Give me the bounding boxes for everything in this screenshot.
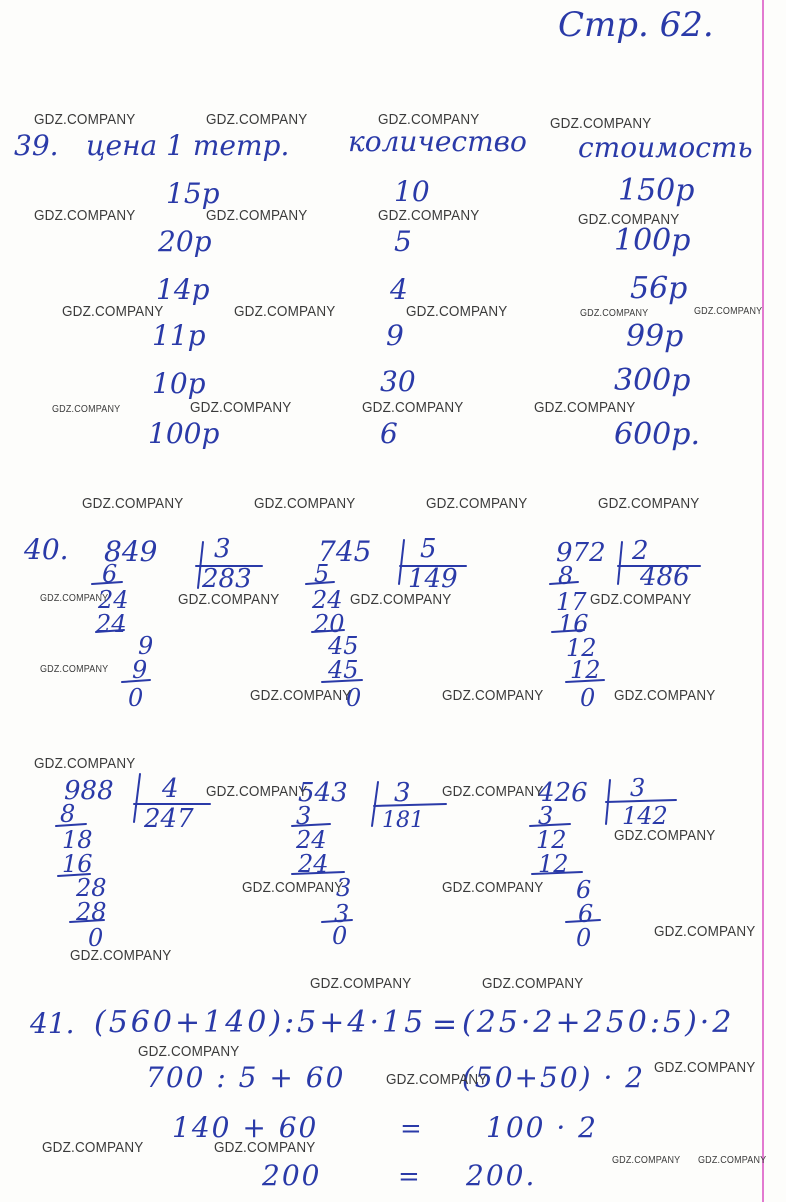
division-quotient: 149: [408, 564, 458, 594]
division-step: 5: [314, 560, 330, 588]
watermark: GDZ.COMPANY: [190, 399, 292, 416]
ex39-cell: 56р: [630, 271, 688, 306]
ex39-cell: 10: [394, 175, 430, 208]
ex41-left-expression: (560+140):5+4·15: [94, 1005, 427, 1040]
watermark: GDZ.COMPANY: [378, 207, 480, 224]
watermark: GDZ.COMPANY: [242, 879, 344, 896]
ex39-col-qty: количество: [348, 125, 527, 158]
division-quotient: 283: [202, 564, 252, 594]
watermark: GDZ.COMPANY: [590, 591, 692, 608]
division-step: 3: [334, 900, 350, 928]
division-step: 8: [558, 562, 574, 590]
watermark: GDZ.COMPANY: [310, 975, 412, 992]
division-step: 16: [62, 850, 93, 878]
division-step: 45: [328, 656, 359, 684]
division-dividend: 426: [538, 778, 588, 808]
page-margin-line: [762, 0, 764, 1202]
ex39-cell: 99р: [626, 319, 684, 354]
division-step: 3: [296, 802, 312, 830]
watermark: GDZ.COMPANY: [250, 687, 352, 704]
division-step: 24: [98, 586, 129, 614]
ex39-cell: 150р: [618, 173, 695, 208]
division-dividend: 745: [318, 535, 372, 568]
watermark: GDZ.COMPANY: [206, 783, 308, 800]
division-dividend: 849: [104, 535, 158, 568]
division-divisor: 3: [394, 778, 411, 808]
watermark: GDZ.COMPANY: [62, 303, 164, 320]
ex39-cell: 5: [394, 225, 412, 258]
watermark: GDZ.COMPANY: [550, 115, 652, 132]
division-dividend: 543: [298, 778, 348, 808]
ex41-right-step: 200.: [466, 1159, 537, 1192]
watermark: GDZ.COMPANY: [698, 1155, 767, 1166]
watermark: GDZ.COMPANY: [40, 664, 109, 675]
ex39-cell: 100р: [614, 223, 691, 258]
division-divisor: 3: [214, 534, 231, 564]
ex41-left-step: 140 + 60: [172, 1111, 319, 1144]
watermark: GDZ.COMPANY: [614, 827, 716, 844]
watermark: GDZ.COMPANY: [34, 207, 136, 224]
division-step: 0: [332, 922, 348, 950]
division-step: 16: [558, 610, 589, 638]
ex39-cell: 600р.: [614, 417, 701, 452]
page-number-label: Стр. 62.: [558, 5, 714, 45]
division-step: 45: [328, 632, 359, 660]
watermark: GDZ.COMPANY: [42, 1139, 144, 1156]
watermark: GDZ.COMPANY: [206, 111, 308, 128]
ex41-right-step: 100 · 2: [486, 1111, 598, 1144]
division-quotient: 486: [640, 562, 690, 592]
ex41-left-step: 200: [262, 1159, 322, 1192]
ex39-col-cost: стоимость: [578, 131, 753, 164]
watermark: GDZ.COMPANY: [138, 1043, 240, 1060]
watermark: GDZ.COMPANY: [362, 399, 464, 416]
watermark: GDZ.COMPANY: [654, 923, 756, 940]
watermark: GDZ.COMPANY: [214, 1139, 316, 1156]
watermark: GDZ.COMPANY: [482, 975, 584, 992]
division-step: 0: [580, 684, 596, 712]
watermark: GDZ.COMPANY: [34, 755, 136, 772]
ex41-equals: =: [432, 1007, 458, 1042]
watermark: GDZ.COMPANY: [386, 1071, 488, 1088]
watermark: GDZ.COMPANY: [34, 111, 136, 128]
watermark: GDZ.COMPANY: [406, 303, 508, 320]
division-step: 28: [76, 898, 107, 926]
ex39-cell: 10р: [152, 367, 206, 400]
division-step: 0: [128, 684, 144, 712]
division-step: 17: [556, 588, 587, 616]
division-step: 12: [536, 826, 567, 854]
division-dividend: 972: [556, 538, 606, 568]
division-step: 0: [346, 684, 362, 712]
ex41-equals: =: [398, 1162, 420, 1192]
ex41-right-expression: (25·2+250:5)·2: [462, 1005, 735, 1040]
division-step: 3: [538, 802, 554, 830]
watermark: GDZ.COMPANY: [40, 593, 109, 604]
division-dividend: 988: [64, 776, 114, 806]
ex40-number: 40.: [24, 533, 69, 566]
division-step: 24: [296, 826, 327, 854]
ex41-number: 41.: [30, 1007, 75, 1040]
division-divisor: 4: [162, 774, 179, 804]
division-quotient: 247: [144, 804, 194, 834]
ex39-col-price: цена 1 тетр.: [86, 129, 290, 162]
watermark: GDZ.COMPANY: [234, 303, 336, 320]
watermark: GDZ.COMPANY: [206, 207, 308, 224]
ex39-cell: 4: [390, 273, 408, 306]
division-step: 8: [60, 800, 76, 828]
ex39-cell: 30: [380, 365, 416, 398]
watermark: GDZ.COMPANY: [580, 308, 649, 319]
division-step: 20: [314, 610, 345, 638]
ex41-right-step: (50+50) · 2: [462, 1061, 646, 1094]
division-step: 24: [312, 586, 343, 614]
watermark: GDZ.COMPANY: [350, 591, 452, 608]
watermark: GDZ.COMPANY: [612, 1155, 681, 1166]
division-step: 6: [576, 876, 592, 904]
ex39-cell: 20р: [158, 225, 212, 258]
watermark: GDZ.COMPANY: [254, 495, 356, 512]
division-divisor: 2: [632, 536, 649, 566]
ex39-cell: 100р: [148, 417, 220, 450]
watermark: GDZ.COMPANY: [442, 783, 544, 800]
watermark: GDZ.COMPANY: [178, 591, 280, 608]
ex41-left-step: 700 : 5 + 60: [146, 1061, 346, 1094]
watermark: GDZ.COMPANY: [614, 687, 716, 704]
division-step: 24: [298, 850, 329, 878]
division-step: 12: [566, 634, 597, 662]
ex39-cell: 9: [386, 319, 404, 352]
division-step: 9: [132, 656, 148, 684]
division-divisor: 5: [420, 534, 437, 564]
division-divisor: 3: [630, 774, 646, 802]
division-step: 28: [76, 874, 107, 902]
watermark: GDZ.COMPANY: [442, 879, 544, 896]
watermark: GDZ.COMPANY: [442, 687, 544, 704]
ex39-cell: 11р: [152, 319, 206, 352]
division-step: 6: [102, 560, 118, 588]
watermark: GDZ.COMPANY: [82, 495, 184, 512]
watermark: GDZ.COMPANY: [70, 947, 172, 964]
ex39-cell: 15р: [166, 177, 220, 210]
division-step: 18: [62, 826, 93, 854]
ex39-cell: 6: [380, 417, 398, 450]
watermark: GDZ.COMPANY: [378, 111, 480, 128]
division-step: 12: [538, 850, 569, 878]
division-quotient: 181: [382, 808, 424, 833]
division-step: 3: [336, 874, 352, 902]
division-step: 0: [88, 924, 104, 952]
division-step: 12: [570, 656, 601, 684]
division-step: 24: [96, 610, 127, 638]
ex41-equals: =: [400, 1114, 422, 1144]
ex39-number: 39.: [14, 129, 59, 162]
watermark: GDZ.COMPANY: [534, 399, 636, 416]
ex39-cell: 14р: [156, 273, 210, 306]
division-step: 9: [138, 632, 154, 660]
division-step: 6: [578, 900, 594, 928]
division-quotient: 142: [622, 802, 668, 830]
division-step: 0: [576, 924, 592, 952]
watermark: GDZ.COMPANY: [426, 495, 528, 512]
watermark: GDZ.COMPANY: [598, 495, 700, 512]
ex39-cell: 300р: [614, 363, 691, 398]
watermark: GDZ.COMPANY: [578, 211, 680, 228]
watermark: GDZ.COMPANY: [694, 306, 763, 317]
watermark: GDZ.COMPANY: [654, 1059, 756, 1076]
watermark: GDZ.COMPANY: [52, 404, 121, 415]
